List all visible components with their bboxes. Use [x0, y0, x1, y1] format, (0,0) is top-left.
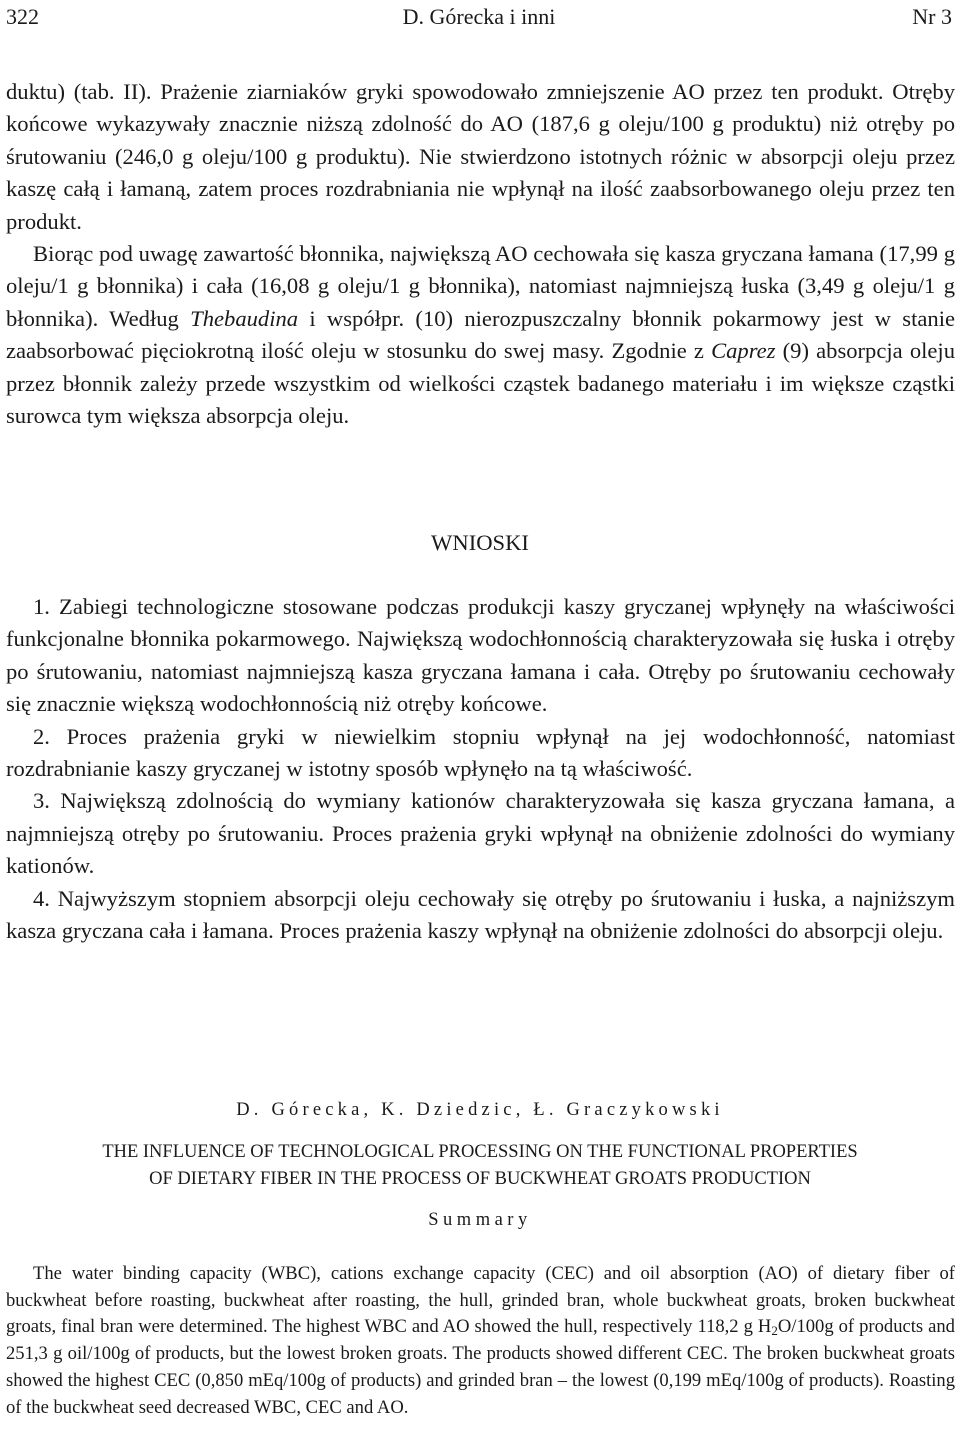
running-header: [6, 2, 952, 32]
discussion-text: [6, 76, 955, 432]
conclusion-item: 3. Największą zdolnością do wymiany kationów charakteryzowała się kasza gryczana łamana, a najmniejszą otręby po śrutowaniu. Proces prażenia gryki wpłynął na obniżenie zdolności do wymiany kationów.: [6, 788, 955, 879]
summary-text-a: The water binding capacity (WBC), cations exchange capacity (CEC) and oil absorption (AO) of dietary fiber of buckwheat before roasting, buckwheat after roasting, the hull, grinded bran, whole buckwheat groats, broken buckwheat groats, final bran were determined. The highest WBC and AO showed the hull, respectively 118,2 g H: [6, 1263, 955, 1338]
discussion-paragraph-1: duktu) (tab. II). Prażenie ziarniaków gryki spowodowało zmniejszenie AO przez ten produkt. Otręby końcowe wykazywały znacznie niższą zdolność do AO (187,6 g oleju/100 g produktu) niż otręby po śrutowaniu (246,0 g oleju/100 g produktu). Nie stwierdzono istotnych różnic w absorpcji oleju przez kaszę całą i łamaną, zatem proces rozdrabniania nie wpłynął na ilość zaabsorbowanego oleju przez ten produkt.: [6, 79, 955, 234]
conclusion-item: 1. Zabiegi technologiczne stosowane podczas produkcji kaszy gryczanej wpłynęły na właściwości funkcjonalne błonnika pokarmowego. Największą wodochłonnością charakteryzowała się łuska i otręby po śrutowaniu, natomiast najmniejszą kasza gryczana łamana i cała. Otręby po śrutowaniu cechowały się znacznie większą wodochłonnością niż otręby końcowe.: [6, 594, 955, 717]
subscript-2: 2: [771, 1323, 778, 1339]
citation-thebaudina: Thebaudina: [190, 305, 299, 331]
conclusion-item: 4. Najwyższym stopniem absorpcji oleju cechowały się otręby po śrutowaniu i łuska, a najniższym kasza gryczana cała i łamana. Proces prażenia kaszy wpłynął na obniżenie zdolności do absorpcji oleju.: [6, 885, 955, 944]
issue-number: Nr 3: [912, 4, 952, 29]
conclusions-heading: WNIOSKI: [431, 530, 529, 555]
summary-text-b: O/100g of products and 251,3 g oil/100g of products, but the lowest broken groats. The products showed different CEC. The broken buckwheat groats showed the highest CEC (0,850 mEq/100g of products) and grinded bran – the lowest (0,199 mEq/100g of products). Roasting of the buckwheat seed decreased WBC, CEC and AO.: [6, 1316, 955, 1418]
summary-title-line-1: THE INFLUENCE OF TECHNOLOGICAL PROCESSING ON THE FUNCTIONAL PROPERTIES: [102, 1142, 858, 1162]
summary-abstract: [6, 1261, 955, 1421]
summary-heading: Summary: [428, 1210, 532, 1230]
summary-paragraph: [6, 1261, 955, 1421]
summary-authors: D. Górecka, K. Dziedzic, Ł. Graczykowski: [236, 1100, 724, 1120]
p2-text-c: (9) absorpcja oleju przez błonnik zależy przede wszystkim od wielkości cząstek badanego materiału i im większe cząstki surowca tym większa absorpcja oleju.: [6, 338, 956, 429]
conclusion-item: 2. Proces prażenia gryki w niewielkim stopniu wpłynął na jej wodochłonność, natomiast rozdrabnianie kaszy gryczanej w istotny sposób wpłynęło na tą właściwość.: [6, 723, 955, 782]
summary-title: [10, 1139, 950, 1193]
summary-title-line-2: OF DIETARY FIBER IN THE PROCESS OF BUCKWHEAT GROATS PRODUCTION: [149, 1169, 811, 1189]
p2-text-b: i współpr. (10) nierozpuszczalny błonnik pokarmowy jest w stanie zaabsorbować pięciokrotną ilość oleju w stosunku do swej masy. Zgodnie z: [6, 305, 955, 364]
conclusions-list: [6, 591, 955, 947]
page-number: 322: [6, 4, 39, 29]
citation-caprez: Caprez: [711, 338, 776, 364]
p2-text-a: Biorąc pod uwagę zawartość błonnika, największą AO cechowała się kasza gryczana łamana (17,99 g oleju/1 g błonnika) i cała (16,08 g oleju/1 g błonnika), natomiast najmniejszą łuska (3,49 g oleju/1 g błonnika). Według: [6, 241, 955, 331]
running-head-authors: D. Górecka i inni: [402, 4, 556, 29]
discussion-paragraph-2: [6, 238, 955, 432]
